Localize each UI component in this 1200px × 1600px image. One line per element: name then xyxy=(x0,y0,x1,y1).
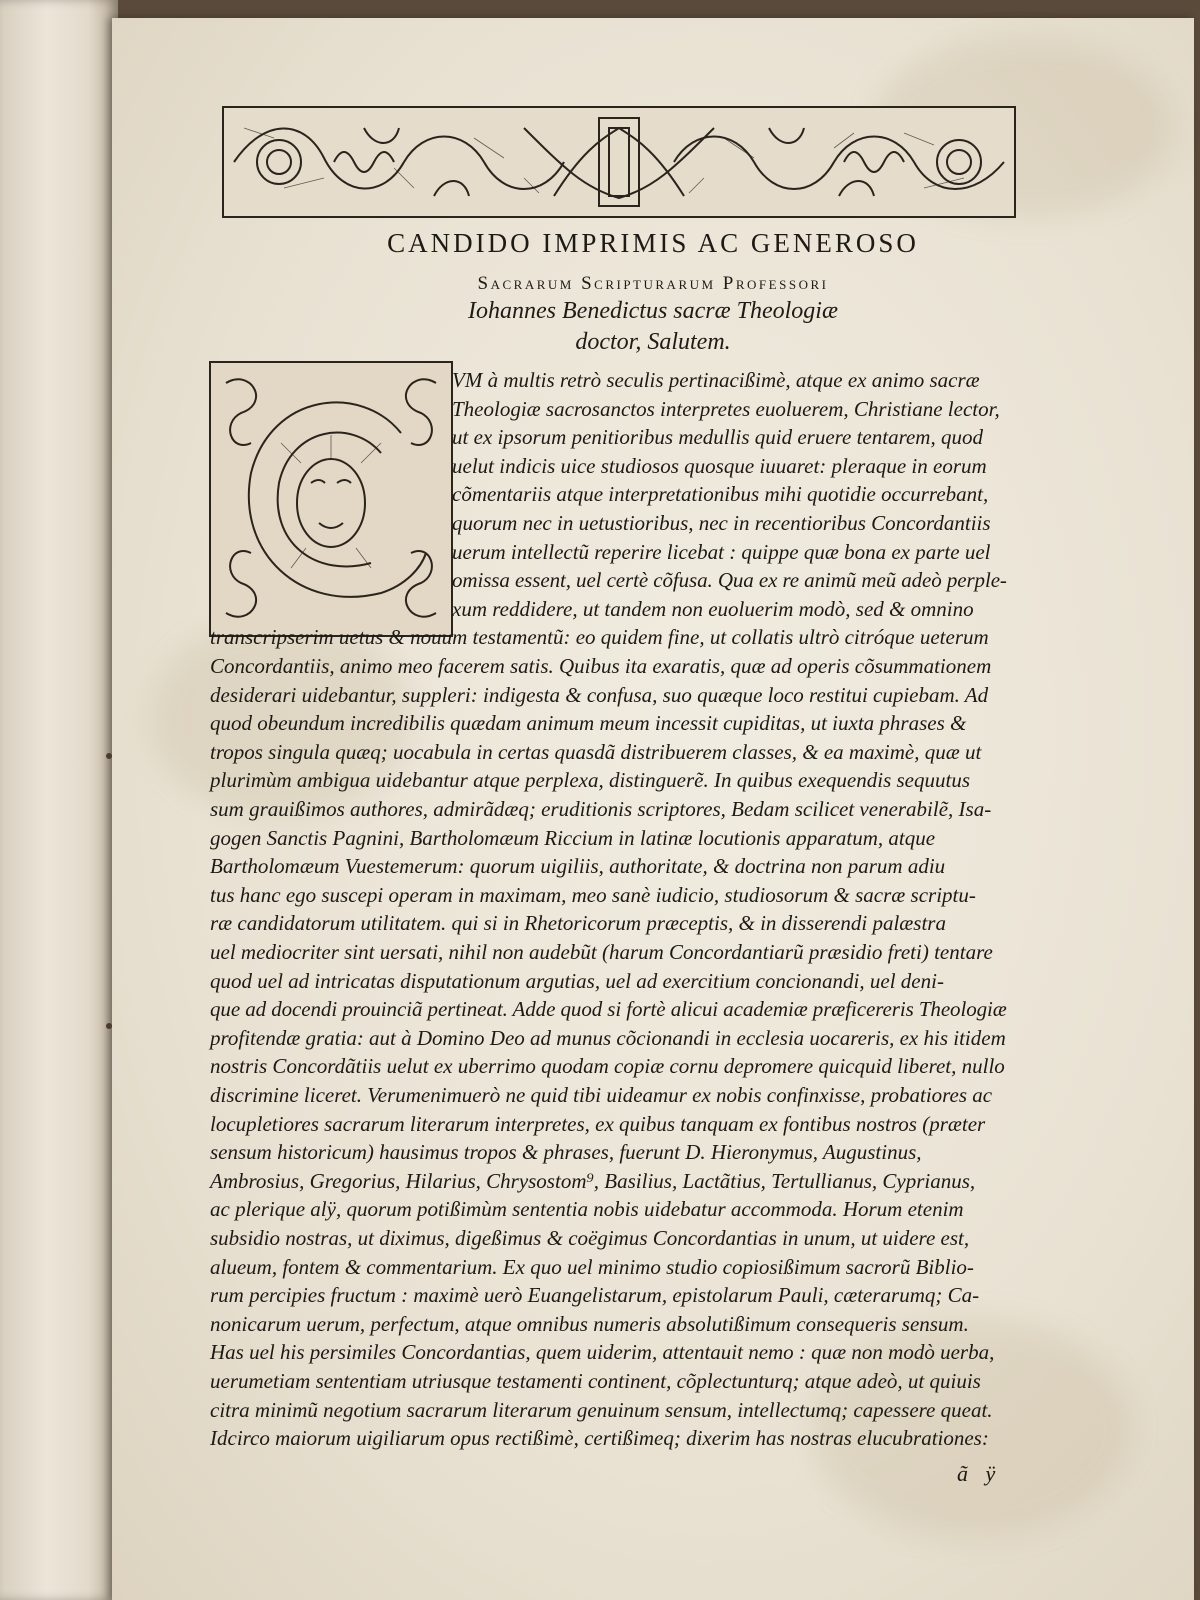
text-line: gogen Sanctis Pagnini, Bartholomæum Riccium in latinæ locutionis apparatum, atque xyxy=(210,825,936,850)
text-line: locupletiores sacrarum literarum interpretes, ex quibus tanquam ex fontibus nostros (præter xyxy=(210,1111,986,1136)
text-line: plurimùm ambigua uidebantur atque perplexa, distinguerẽ. In quibus exequendis sequutus xyxy=(210,768,970,793)
text-line: xum reddidere, ut tandem non euoluerim modò, sed & omnino xyxy=(452,596,974,621)
text-line: tus hanc ego suscepi operam in maximam, meo sanè iudicio, studiosorum & sacræ scriptu- xyxy=(210,882,976,907)
text-line: Has uel his persimiles Concordantias, quem uiderim, attentauit nemo : quæ non modò uerba, xyxy=(210,1340,995,1365)
ornamental-headpiece xyxy=(222,106,1016,218)
text-line: sum grauißimos authores, admirãdæq; eruditionis scriptores, Bedam scilicet venerabilẽ, Isa- xyxy=(210,797,992,821)
text-line: desiderari uidebantur, suppleri: indigesta & confusa, suo quæque loco restitui cupiebam. Ad xyxy=(210,682,989,707)
text-line: citra minimũ negotium sacrarum literarum genuinum sensum, intellectumq; capessere queat. xyxy=(210,1397,993,1422)
text-line: que ad docendi prouinciã pertineat. Adde quod si fortè alicui academiæ præficereris Theologiæ xyxy=(210,997,1007,1022)
text-line: Bartholomæum Vuestemerum: quorum uigiliis, authoritate, & doctrina non parum adiu xyxy=(210,854,946,879)
decorated-initial-c xyxy=(209,361,453,637)
facing-page-edge xyxy=(0,0,118,1600)
text-line: nonicarum uerum, perfectum, atque omnibus numeris absolutißimum consequeris sensum. xyxy=(210,1311,969,1336)
text-line: tropos singula quæq; uocabula in certas quasdã distribuerem classes, & ea maximè, quæ ut xyxy=(210,739,982,764)
text-line: rum percipies fructum : maximè uerò Euangelistarum, epistolarum Pauli, cæterarumq; Ca- xyxy=(210,1283,980,1308)
book-page xyxy=(112,18,1194,1600)
text-line: Ambrosius, Gregorius, Hilarius, Chrysostom⁹, Basilius, Lactãtius, Tertullianus, Cyprianus, xyxy=(210,1168,976,1193)
text-line: nostris Concordãtiis uelut ex uberrimo quodam copiæ cornu depromere quicquid liberet, nullo xyxy=(210,1054,1005,1079)
text-line: quod obeundum incredibilis quædam animum meum incessit cupiditas, ut iuxta phrases & xyxy=(210,711,967,736)
text-line: ac plerique alÿ, quorum potißimùm sententia nobis uidebatur accommoda. Horum etenim xyxy=(210,1197,964,1222)
text-line: quorum nec in uetustioribus, nec in recentioribus Concordantiis xyxy=(452,511,991,535)
text-line: uelut indicis uice studiosos quosque iuuaret: pleraque in eorum xyxy=(452,453,987,478)
text-line: Idcirco maiorum uigiliarum opus rectißimè, certißimeq; dixerim has nostras elucubrationes: xyxy=(210,1426,989,1451)
text-line: Theologiæ sacrosanctos interpretes euoluerem, Christiane lector, xyxy=(452,396,1000,421)
text-line: Concordantiis, animo meo facerem satis. Quibus ita exaratis, quæ ad operis cõsummationem xyxy=(210,654,992,678)
text-line: ut ex ipsorum penitioribus medullis quid eruere tentarem, quod xyxy=(452,425,983,450)
text-line: uel mediocriter sint uersati, nihil non audebũt (harum Concordantiarũ præsidio freti) tentare xyxy=(210,940,993,964)
signature-mark: ã ÿ xyxy=(957,1461,1002,1486)
text-line: uerumetiam sententiam utriusque testamenti continent, cõplectunturq; atque adeò, ut quiuis xyxy=(210,1369,981,1393)
heading-line-4: doctor, Salutem. xyxy=(575,329,731,355)
text-line: transcripserim uetus & nouum testamentũ: eo quidem fine, ut collatis ultrò citróque ueterum xyxy=(210,625,989,650)
text-line: ræ candidatorum utilitatem. qui si in Rhetoricorum præceptis, & in disserendi palæstra xyxy=(210,911,946,936)
text-line: sensum historicum) hausimus tropos & phrases, fuerunt D. Hieronymus, Augustinus, xyxy=(210,1140,922,1165)
text-line: discrimine liceret. Verumenimuerò ne quid tibi uideamur ex nobis confinxisse, probatiores ac xyxy=(210,1083,993,1107)
text-line: alueum, fontem & commentarium. Ex quo uel minimo studio copiosißimum sacrorũ Biblio- xyxy=(210,1254,974,1279)
text-line: VM à multis retrò seculis pertinacißimè, atque ex animo sacræ xyxy=(452,368,980,392)
text-line: quod uel ad intricatas disputationum argutias, uel ad exercitium concionandi, uel deni- xyxy=(210,968,944,993)
text-line: profitendæ gratia: aut à Domino Deo ad munus cõcionandi in ecclesia uocareris, ex his itidem xyxy=(210,1025,1006,1050)
text-line: cõmentariis atque interpretationibus mihi quotidie occurrebant, xyxy=(452,482,989,507)
text-line: omissa essent, uel certè cõfusa. Qua ex re animũ meũ adeò perple- xyxy=(452,568,1007,593)
text-line: uerum intellectũ reperire licebat : quippe quæ bona ex parte uel xyxy=(452,539,991,564)
heading-line-3: Iohannes Benedictus sacræ Theologiæ xyxy=(468,298,838,324)
heading-line-1: CANDIDO IMPRIMIS AC GENEROSO xyxy=(387,228,919,258)
text-line: subsidio nostras, ut diximus, digeßimus & coëgimus Concordantias in unum, ut uidere est, xyxy=(210,1226,970,1250)
heading-line-2: Sacrarum Scripturarum Professori xyxy=(477,273,829,294)
